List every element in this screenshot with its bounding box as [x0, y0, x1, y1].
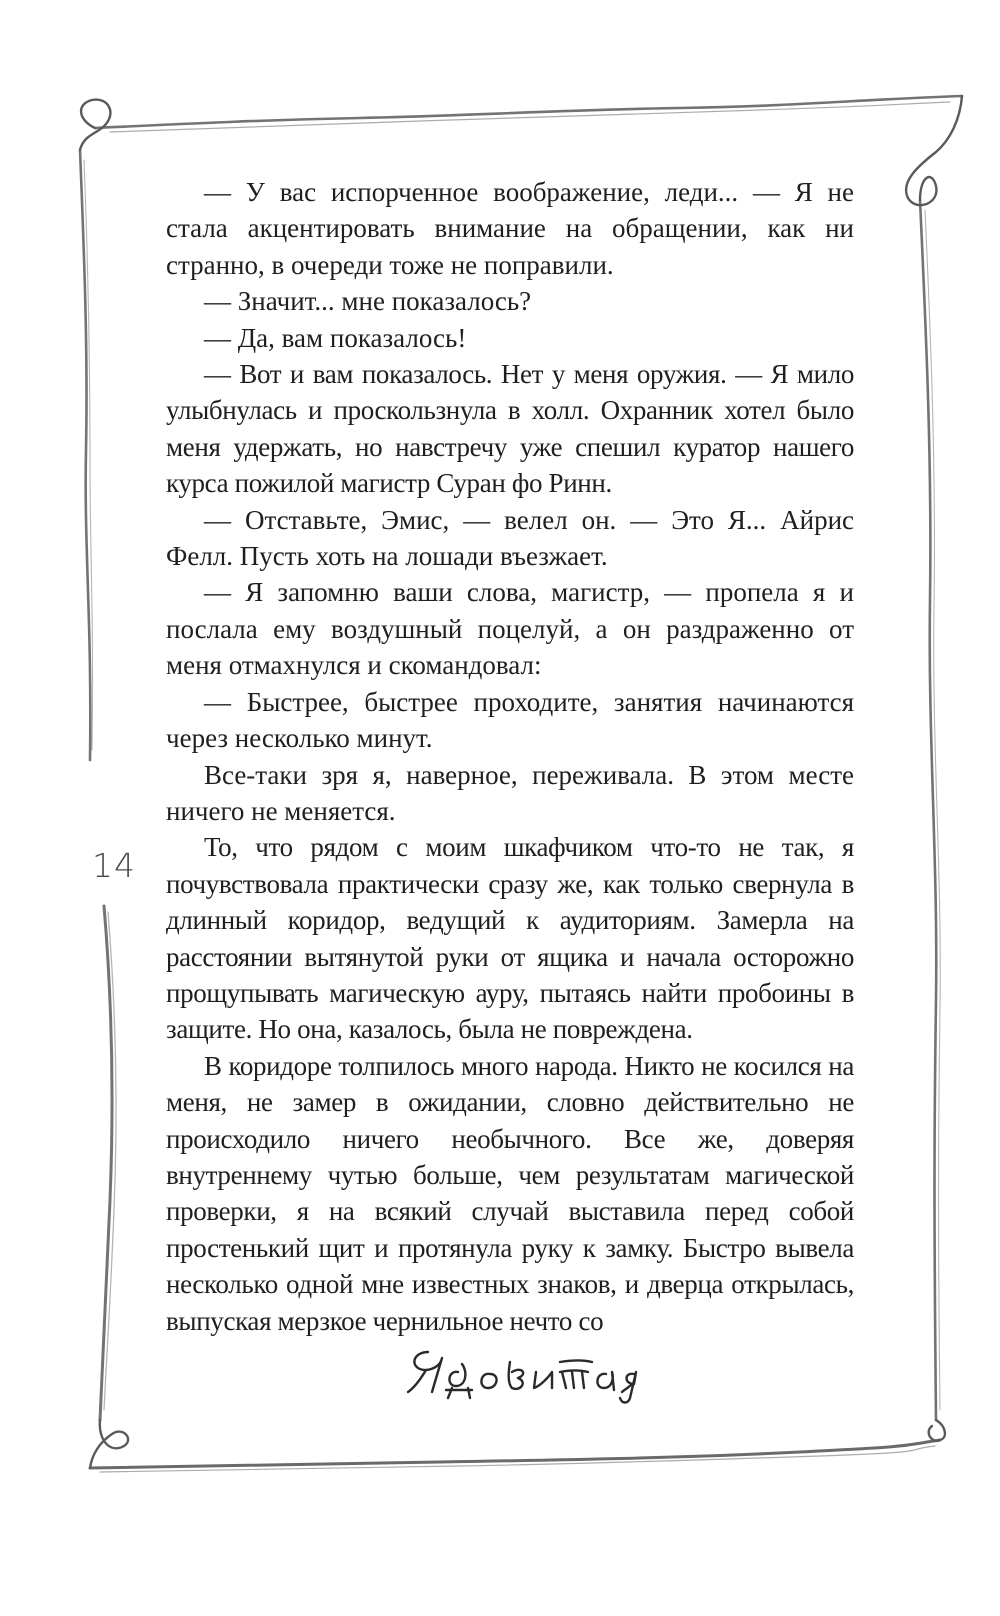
paragraph: — Значит... мне показалось?	[204, 286, 532, 317]
paragraph: — Быстрее, быстрее проходите, занятия начинаются через несколько минут.	[166, 686, 854, 754]
paragraph: — Да, вам показалось!	[204, 322, 467, 353]
page-body-text	[166, 174, 854, 1339]
paragraph: Все-таки зря я, наверное, переживала. В этом месте ничего не меняется.	[166, 759, 854, 826]
frame-bottom-edge	[90, 1440, 940, 1468]
frame-left-edge-upper	[80, 150, 90, 760]
frame-top-left-curl	[80, 100, 110, 150]
page-number: 14	[92, 846, 136, 885]
paragraph: То, что рядом с моим шкафчиком что-то не так, я почувствовала практически сразу же, как только свернула в длинный коридор, ведущий к аудиториям. Замерла на расстоянии вытянутой руки от ящика и начала осторожно прощупывать магическую ауру, пытаясь найти пробоины в защите. Но она, казалось, была не повреждена.	[166, 832, 854, 1045]
paragraph: — У вас испорченное воображение, леди... — Я не стала акцентировать внимание на обращении, как ни странно, в очереди тоже не поправили.	[166, 177, 854, 280]
paragraph: — Я запомню ваши слова, магистр, — пропела я и послала ему воздушный поцелуй, а он раздраженно от меня отмахнулся и скомандовал:	[166, 577, 854, 681]
frame-top-right-curl	[906, 96, 962, 205]
frame-right-edge	[920, 200, 936, 1420]
frame-bottom-left-curl	[90, 1420, 128, 1468]
frame-left-edge-lower	[100, 906, 112, 1420]
frame-bottom-right-curl	[929, 1420, 945, 1441]
frame-top-edge	[95, 96, 962, 128]
paragraph: В коридоре толпилось много народа. Никто не косился на меня, не замер в ожидании, словно действительно не происходило ничего необычного. Все же, доверяя внутреннему чутью больше, чем результатам магической проверки, я на всякий случай выставила перед собой простенький щит и протянула руку к замку. Быстро вывела несколько одной мне известных знаков, и дверца открылась, выпуская мерзкое чернильное нечто со	[166, 1050, 854, 1336]
paragraph: — Отставьте, Эмис, — велел он. — Это Я... Айрис Фелл. Пусть хоть на лошади въезжает.	[166, 504, 854, 572]
paragraph: — Вот и вам показалось. Нет у меня оружия. — Я мило улыбнулась и проскользнула в холл. Охранник хотел было меня удержать, но навстречу уже спешил куратор нашего курса пожилой магистр Суран фо Ринн.	[166, 359, 854, 499]
